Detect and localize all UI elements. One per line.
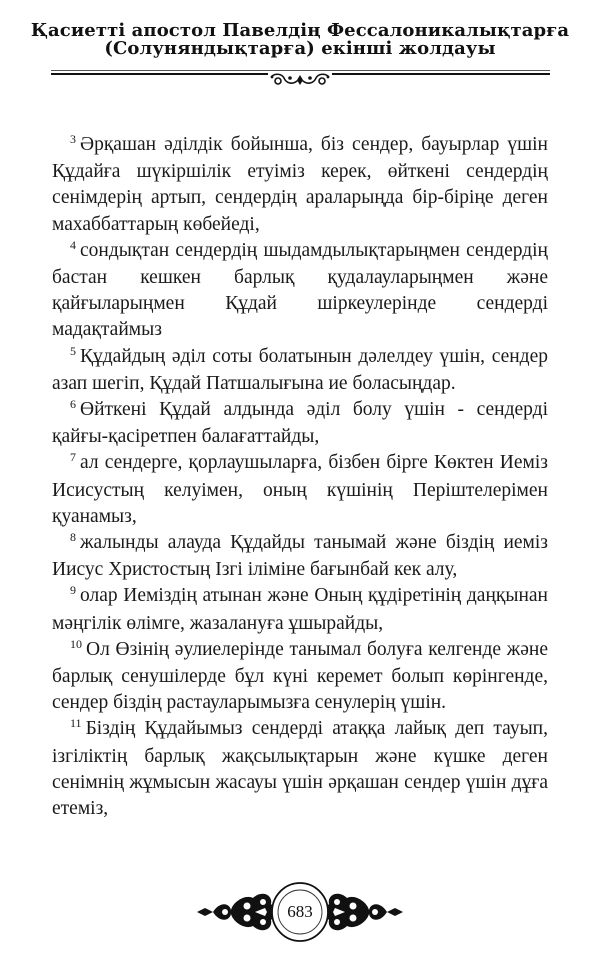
verse-text: Біздің Құдайымыз сендерді атаққа лайық деп тауып, ізгіліктің барлық жақсылықтарын және күшке деген сенімнің жұмысын жасауы үшін әрқашан сендер үшін дұға етеміз, (52, 718, 548, 820)
verse-number: 7 (70, 450, 76, 465)
verse-8 (52, 530, 548, 583)
verse-10 (52, 637, 548, 717)
verse-text: Ол Өзінің әулиелерінде танымал болуға келгенде және барлық сенушілерде бұл күні керемет болып көрінгенде, сендер біздің растауларымызға сенулерің үшін. (52, 638, 548, 714)
verse-7 (52, 450, 548, 530)
verse-text: Әрқашан әділдік бойынша, біз сендер, бауырлар үшін Құдайға шүкіршілік етуіміз керек, өйткені сендердің сенімдерің артып, сендердің араларыңда бір-біріңе деген махаббаттарың көбейеді, (52, 134, 548, 235)
verse-6 (52, 397, 548, 450)
verse-text: олар Иеміздің атынан және Оның құдіретінің даңқынан мәңгілік өлімге, жазалануға ұшырайды, (52, 585, 548, 634)
page-header (0, 22, 600, 58)
verse-text: Құдайдың әділ соты болатынын дәлелдеу үшін, сендер азап шегіп, Құдай Патшалығына ие боласыңдар. (52, 345, 548, 394)
verse-5 (52, 344, 548, 397)
verse-text: жалынды алауда Құдайды танымай және біздің иеміз Иисус Христостың Ізгі іліміне бағынбай кек алу, (52, 532, 548, 581)
verse-number: 3 (70, 132, 76, 146)
verse-number: 11 (70, 716, 82, 731)
scripture-body (52, 132, 548, 822)
verse-number: 9 (70, 583, 76, 598)
verse-text: ал сендерге, қорлаушыларға, бізбен бірге Көктен Иеміз Исисустың келуімен, оның күшінің Періштелерімен қуанамыз, (52, 452, 548, 527)
verse-3 (52, 132, 548, 238)
verse-text: сондықтан сендердің шыдамдылықтарыңмен сендердің бастан кешкен барлық қудалауларыңмен және қайғыларыңмен Құдай шіркеулерінде сендерді мадақтаймыз (52, 239, 548, 341)
header-rule-thin (51, 70, 550, 71)
verse-number: 5 (70, 343, 76, 358)
verse-number: 4 (70, 237, 76, 252)
page-title (0, 22, 600, 58)
verse-number: 8 (70, 530, 76, 545)
page-number: 683 (287, 902, 313, 921)
floral-scroll-ornament-icon (268, 72, 332, 88)
verse-number: 10 (70, 636, 82, 651)
verse-text: Өйткені Құдай алдында әділ болу үшін - сендерді қайғы-қасіретпен балағаттайды, (52, 399, 548, 448)
title-line-1: Қасиетті апостол Павелдің Фессалоникалықтарға (30, 20, 570, 41)
verse-11 (52, 716, 548, 822)
verse-number: 6 (70, 397, 76, 412)
title-line-2: (Солуняндықтарға) екінші жолдауы (104, 38, 496, 59)
verse-9 (52, 583, 548, 636)
verse-4 (52, 238, 548, 344)
